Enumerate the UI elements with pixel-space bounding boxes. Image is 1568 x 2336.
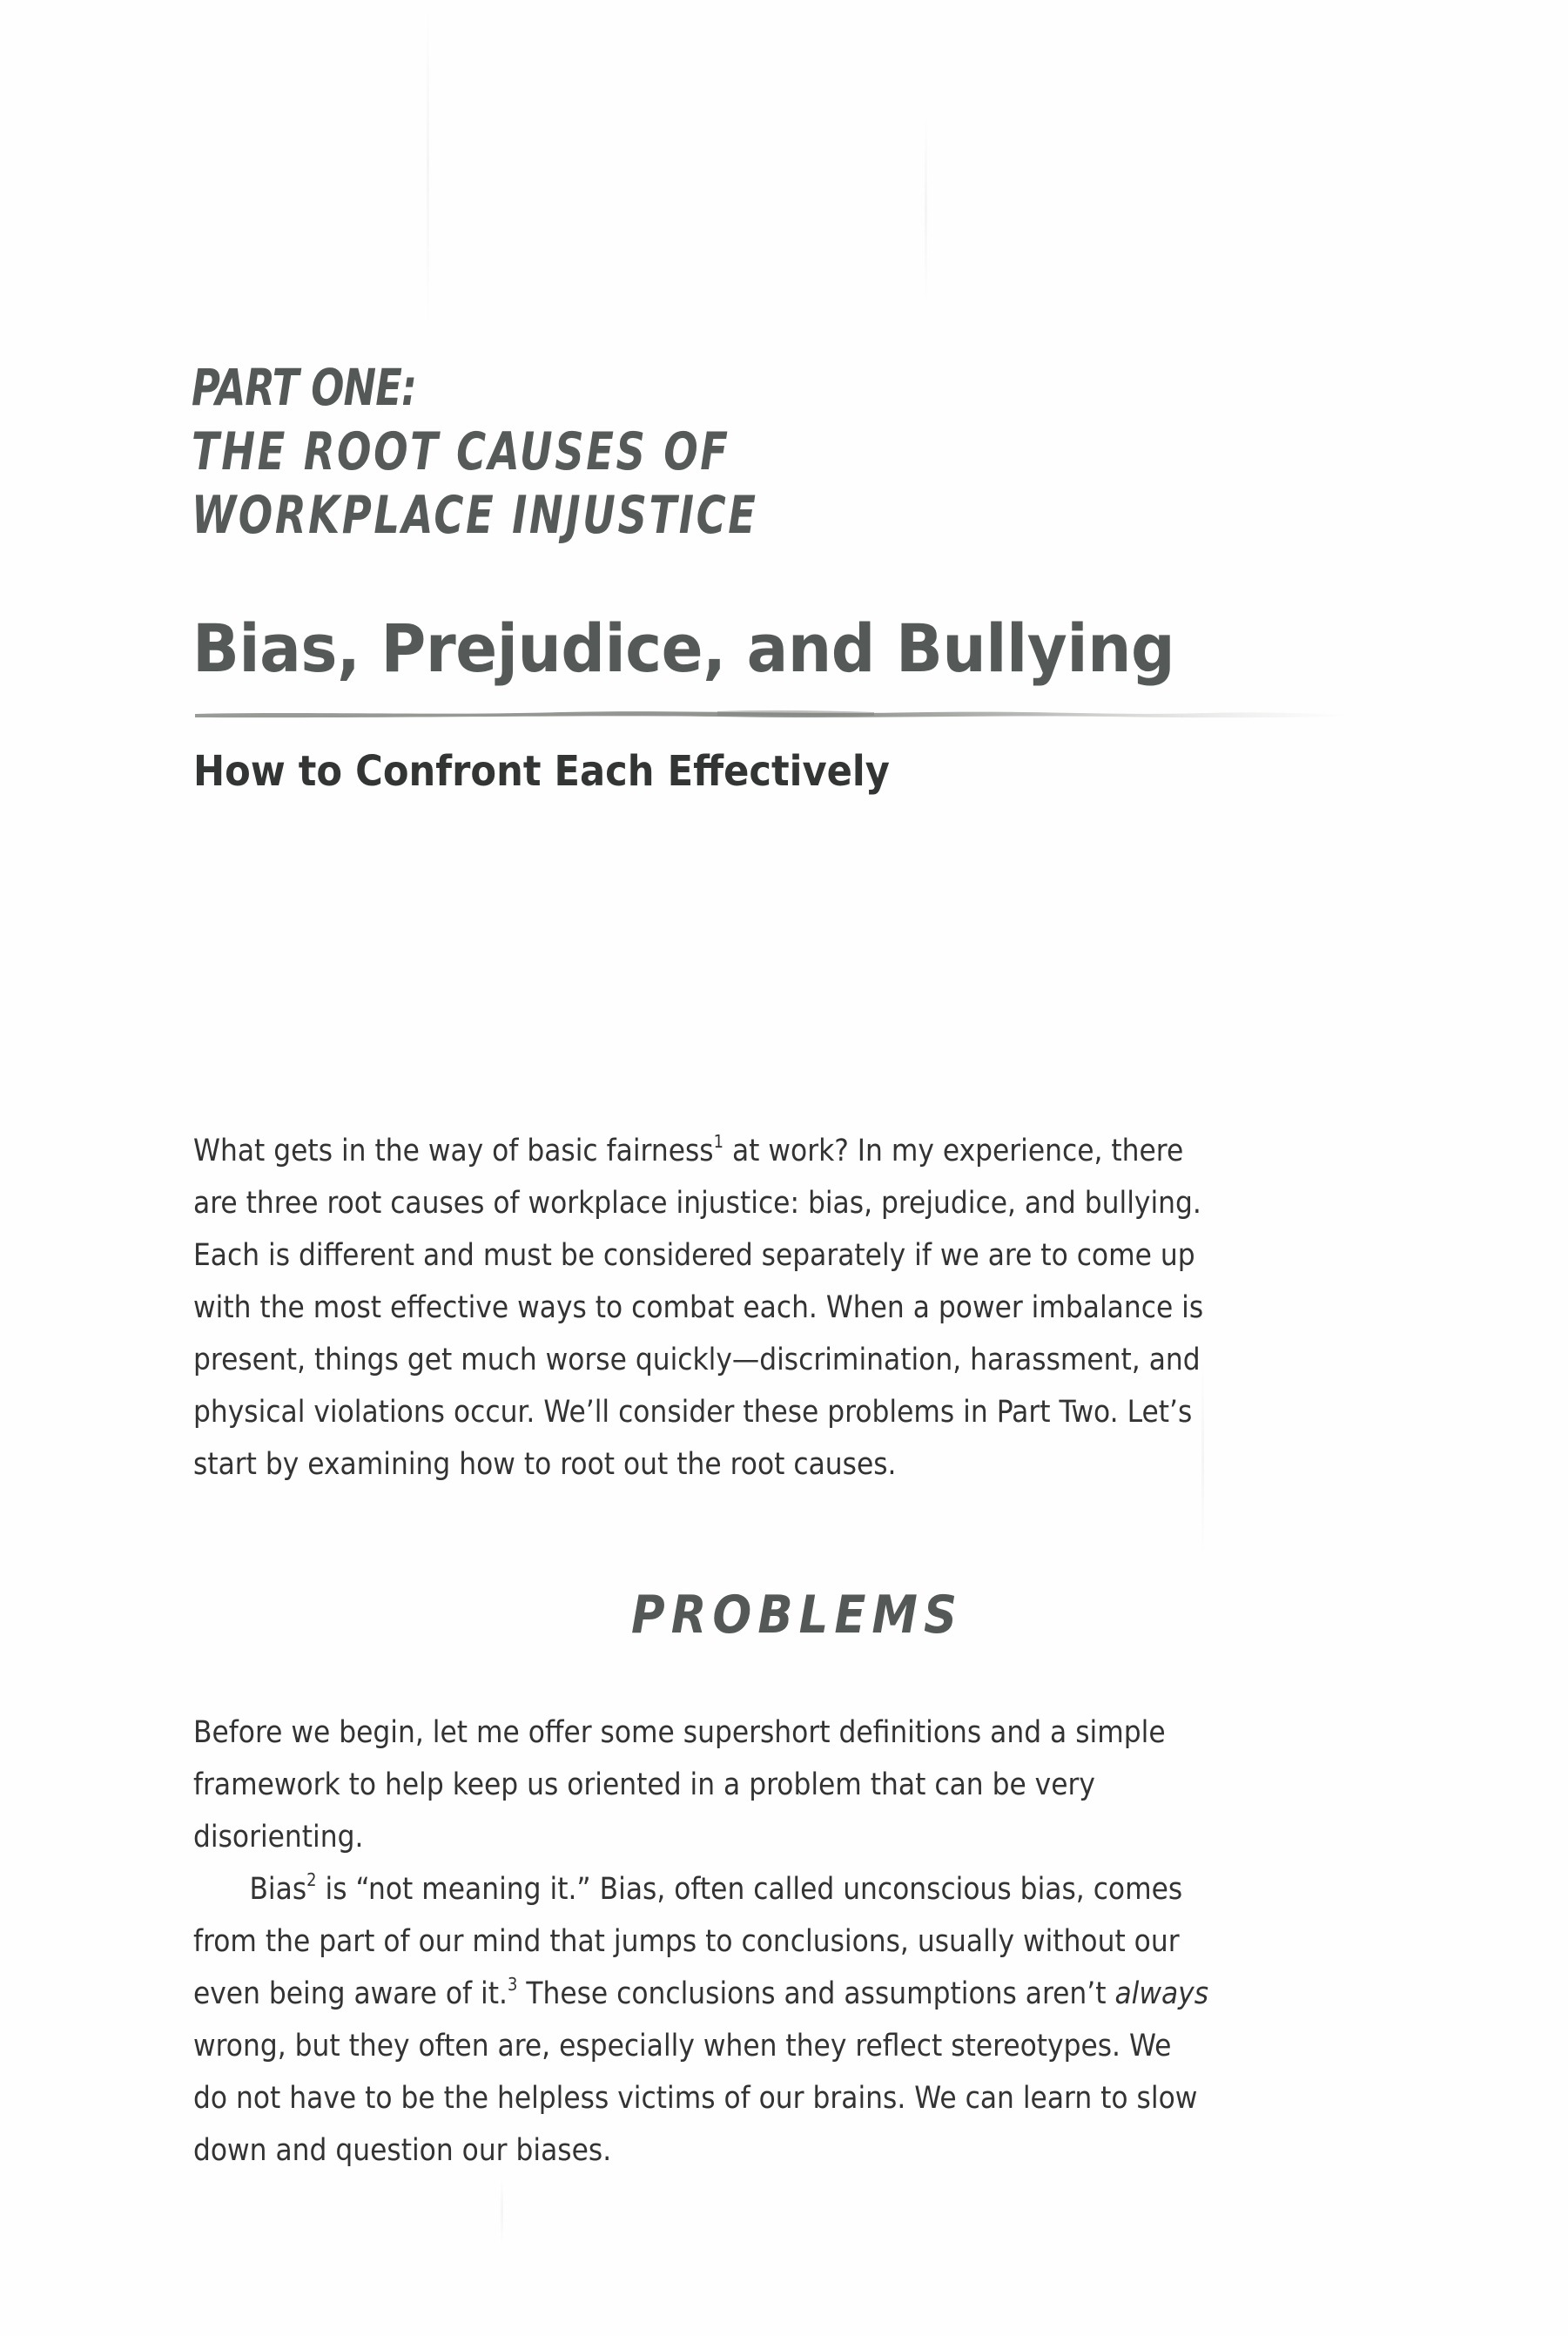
scan-streak — [427, 0, 429, 331]
body-line: are three root causes of workplace injustice: bias, prejudice, and bullying. — [193, 1186, 1201, 1221]
body-line: Each is different and must be considered separately if we are to come up — [193, 1238, 1195, 1273]
body-line: do not have to be the helpless victims of our brains. We can learn to slow — [193, 2081, 1198, 2116]
footnote-marker-3[interactable]: 3 — [507, 1974, 518, 1996]
body-line — [193, 1968, 1207, 2020]
footnote-marker-1[interactable]: 1 — [713, 1131, 724, 1153]
body-line — [193, 1863, 1207, 1915]
scan-streak — [925, 113, 927, 305]
body-line: present, things get much worse quickly—discrimination, harassment, and — [193, 1343, 1201, 1377]
part-title-line-2: WORKPLACE INJUSTICE — [192, 485, 758, 546]
emphasis-always: always — [1114, 1976, 1209, 2011]
body-line: with the most effective ways to combat each. When a power imbalance is — [193, 1290, 1204, 1325]
text-run: is “not meaning it.” Bias, often called unconscious bias, comes — [316, 1872, 1183, 1907]
body-line: start by examining how to root out the root causes. — [193, 1447, 897, 1482]
chapter-subtitle: How to Confront Each Effectively — [193, 747, 890, 796]
text-run: These conclusions and assumptions aren’t — [517, 1976, 1115, 2011]
chapter-title: Bias, Prejudice, and Bullying — [192, 609, 1175, 687]
part-title-line-1: THE ROOT CAUSES OF — [192, 421, 730, 482]
text-run: even being aware of it. — [193, 1976, 508, 2011]
body-line — [193, 1125, 1207, 1177]
part-heading — [192, 358, 850, 548]
body-line: down and question our biases. — [193, 2133, 612, 2168]
text-run: at work? In my experience, there — [723, 1134, 1184, 1168]
part-label: PART ONE: — [192, 358, 417, 417]
intro-paragraph — [193, 1125, 1325, 1491]
brush-stroke-divider — [195, 707, 1353, 721]
body-line: physical violations occur. We’ll consider these problems in Part Two. Let’s — [193, 1395, 1193, 1430]
section-heading-problems: PROBLEMS — [631, 1585, 964, 1646]
footnote-marker-2[interactable]: 2 — [306, 1869, 317, 1891]
body-line: Before we begin, let me offer some supershort definitions and a simple — [193, 1715, 1166, 1750]
text-run: Bias — [249, 1872, 307, 1907]
body-line: disorienting. — [193, 1820, 364, 1855]
scan-streak — [501, 2177, 503, 2246]
body-line: from the part of our mind that jumps to conclusions, usually without our — [193, 1924, 1180, 1959]
body-line: framework to help keep us oriented in a problem that can be very — [193, 1767, 1095, 1802]
body-line: wrong, but they often are, especially when they reflect stereotypes. We — [193, 2029, 1172, 2063]
problems-body — [193, 1707, 1325, 2177]
text-run: What gets in the way of basic fairness — [193, 1134, 714, 1168]
